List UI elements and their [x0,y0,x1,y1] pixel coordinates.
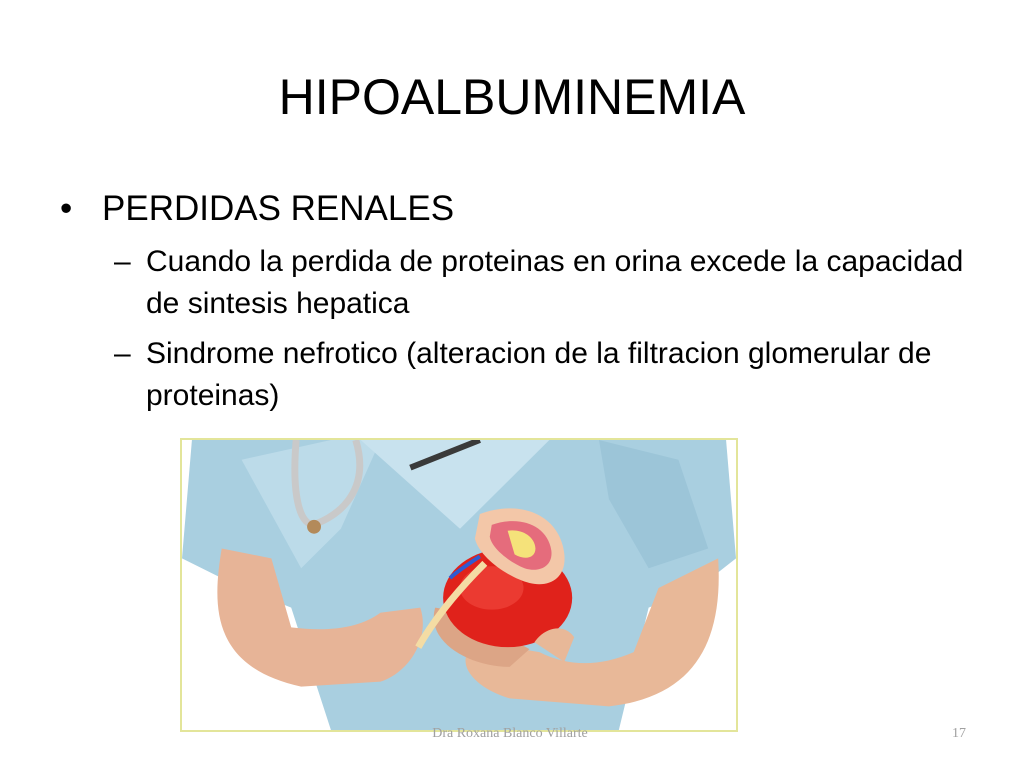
doctor-holding-kidney-model-image [182,440,736,730]
dash-marker: – [114,337,131,370]
slide-footer: Dra Roxana Blanco Villarte [432,726,588,741]
doctor-kidney-photo [180,438,738,732]
bullet-marker: • [60,189,73,228]
sub-bullet-item [60,333,980,417]
dash-marker: – [114,245,131,278]
sub-bullet-item [60,241,980,325]
bullet-text: PERDIDAS RENALES [102,189,455,228]
sub-bullet-text: Cuando la perdida de proteinas en orina excede la capacidad de sintesis hepatica [146,245,964,320]
slide-title: HIPOALBUMINEMIA [278,69,746,125]
sub-bullet-text: Sindrome nefrotico (alteracion de la filtracion glomerular de proteinas) [146,337,932,412]
bullet-item [60,185,980,233]
page-number: 17 [952,726,966,741]
bullet-list [60,185,980,417]
